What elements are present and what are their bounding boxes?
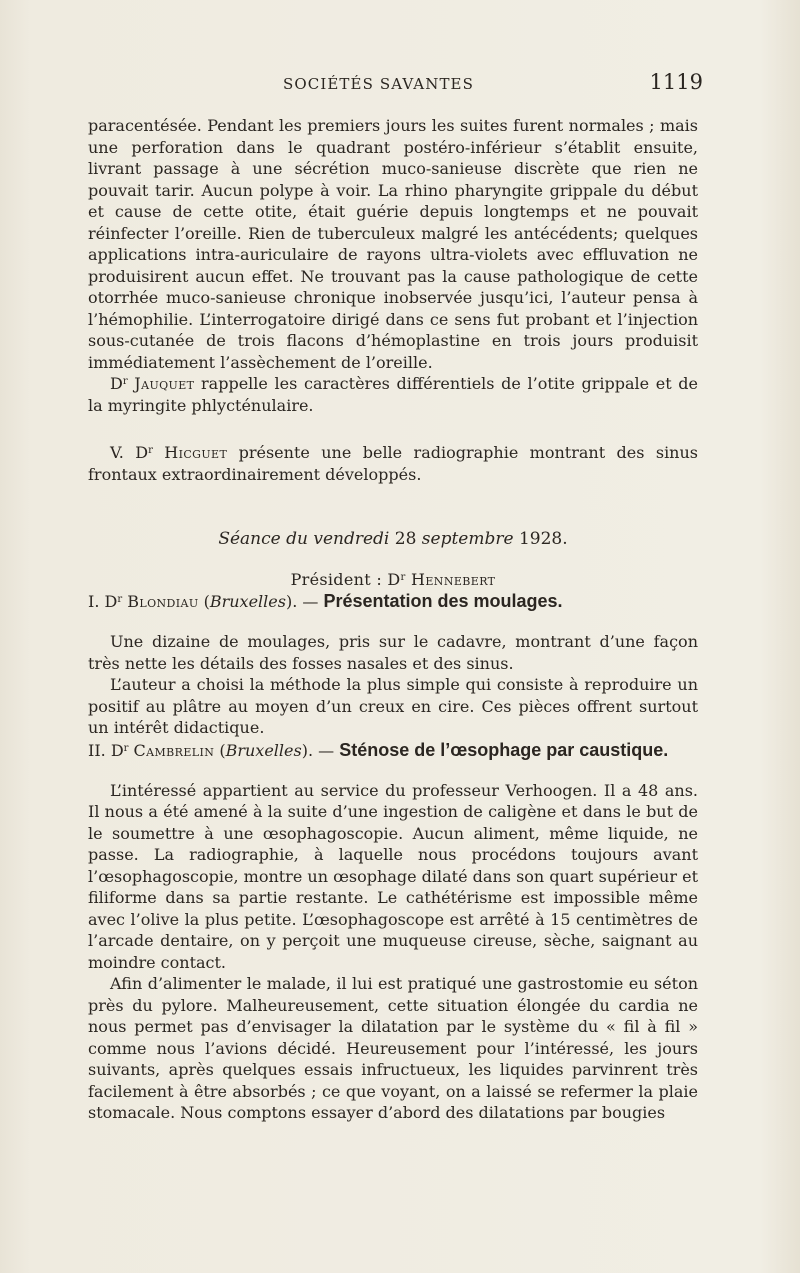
paragraph-2 (88, 373, 698, 416)
page-content (88, 115, 698, 1124)
doctor-title-sup: r (148, 445, 153, 456)
section-1-name: Blondiau (127, 592, 199, 611)
doctor-name: Hicguet (164, 443, 228, 462)
section-1-city: Bruxelles (209, 592, 286, 611)
section-2-name: Cambrelin (133, 740, 215, 760)
section-1-number: I. D (88, 592, 118, 611)
paragraph-1: paracentésée. Pendant les premiers jours les suites furent normales ; mais une perforation dans le quadrant postéro-inférieur s’établit ensuite, livrant passage à une sécrétion muco-sanieuse discrète que rien ne pouvait tarir. Aucun polype à voir. La rhino pharyngite grippale du début et cause de cette otite, était guérie depuis longtemps et ne pouvait réinfecter l’oreille. Rien de tuberculeux malgré les antécédents; quelques applications intra-auriculaire de rayons ultra-violets avec effluvation ne produisirent aucun effet. Ne trouvant pas la cause pathologique de cette otorrhée muco-sanieuse chronique inobservée jusqu’ici, l’auteur pensa à l’hémophilie. L’interrogatoire dirigé dans ce sens fut probant et l’injection sous-cutanée de trois flacons d’hémoplastine en trois jours produisit immédiatement l’assèchement de l’oreille. (88, 116, 698, 372)
paragraph-7: Afin d’alimenter le malade, il lui est pratiqué une gastrostomie eu séton près du pylore. Malheureusement, cette situation élongée du cardia ne nous permet pas d’envisager la dilatation par le système du « fil à fil » comme nous l’avions décidé. Heureusement pour l’intéressé, les jours suivants, après quelques essais infructueux, les liquides parvinrent très facilement à être absorbés ; ce que voyant, on a laissé se refermer la plaie stomacale. Nous comptons essayer d’abord des dilatations par bougies (88, 974, 698, 1122)
seance-month: septembre (416, 529, 519, 549)
doctor-title-sup: r (122, 376, 128, 387)
section-2-heading: II. $D^r$ Cambrelin (Bruxelles). — Sténose de l’œsophage par caustique. (88, 739, 669, 760)
section-1-title: Présentation des moulages. (323, 591, 563, 611)
section-2-title-sup: r (123, 742, 129, 754)
page-number: 1119 (649, 70, 703, 94)
section-2-title: Sténose de l’œsophage par caustique. (339, 739, 669, 760)
seance-prefix: Séance du vendredi (218, 529, 395, 549)
paragraph-5: L’auteur a choisi la méthode la plus simple qui consiste à reproduire un positif au plâtre au moyen d’un creux en cire. Ces pièces offrent surtout un intérêt didactique. (88, 675, 698, 737)
doctor-title: D (110, 374, 123, 393)
seance-day: 28 (394, 529, 417, 549)
paragraph-3 (88, 442, 698, 485)
page-header (283, 70, 703, 97)
section-2-city: Bruxelles (225, 740, 302, 760)
section-1-heading: I. $D^r$ Blondiau (Bruxelles). — Présentation des moulages. (88, 591, 563, 611)
item-number: V. D (110, 443, 149, 462)
paragraph-4: Une dizaine de moulages, pris sur le cadavre, montrant d’une façon très nette les détails des fosses nasales et des sinus. (88, 632, 698, 673)
doctor-name: Jauquet (134, 374, 195, 393)
section-1-title-sup: r (117, 594, 123, 605)
president-label: Président : D (290, 569, 401, 589)
seance-heading (88, 529, 698, 551)
president-line (88, 569, 698, 591)
paragraph-6: L’intéressé appartient au service du professeur Verhoogen. Il a 48 ans. Il nous a été amené à la suite d’une ingestion de caligène et dans le but de le soumettre à une œsophagoscopie. Aucun aliment, même liquide, ne passe. La radiographie, à laquelle nous procédons toujours avant l’œsophagoscopie, montre un œsophage dilaté dans son quart supérieur et filiforme dans sa partie restante. Le cathétérisme est impossible même avec l’olive la plus petite. L’œsophagoscope est arrêté à 15 centimètres de l’arcade dentaire, on y perçoit une muqueuse cireuse, sèche, saignant au moindre contact. (88, 780, 698, 972)
seance-year: 1928. (518, 529, 568, 549)
running-head: SOCIÉTÉS SAVANTES (283, 75, 474, 93)
paragraph-2-text: rappelle les caractères différentiels de l’otite grippale et de la myringite phlycténulaire. (88, 374, 699, 415)
president-name: Hennebert (411, 569, 496, 589)
president-title-sup: r (400, 571, 406, 583)
paragraph-3-text: présente une belle radiographie montrant des sinus frontaux extraordinairement développés. (88, 443, 699, 484)
section-2-number: II. D (88, 740, 124, 760)
